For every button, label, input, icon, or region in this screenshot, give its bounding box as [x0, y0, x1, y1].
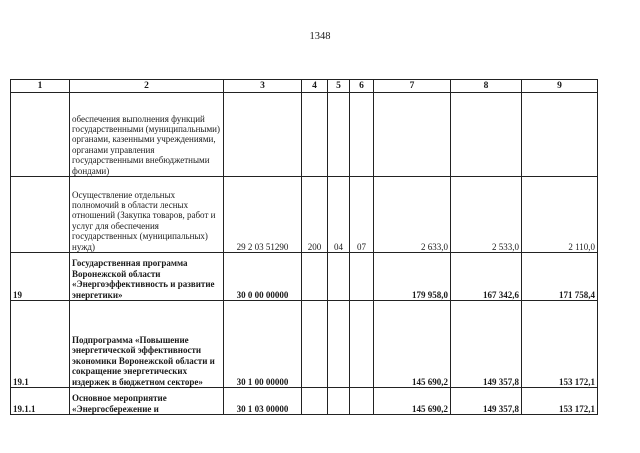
subsection-code: 07	[350, 177, 374, 253]
table-row	[11, 177, 598, 253]
target-article-code: 30 0 00 00000	[224, 253, 302, 301]
row-number: 19.1	[11, 301, 70, 388]
subsection-code	[350, 388, 374, 415]
column-header: 7	[374, 80, 451, 93]
amount-col7	[374, 93, 451, 177]
column-header: 9	[522, 80, 598, 93]
section-code	[328, 253, 350, 301]
amount-col8	[451, 93, 522, 177]
subsection-code	[350, 253, 374, 301]
expense-type-code	[302, 301, 328, 388]
column-header: 3	[224, 80, 302, 93]
header-row	[11, 80, 598, 93]
target-article-code: 30 1 03 00000	[224, 388, 302, 415]
column-header: 6	[350, 80, 374, 93]
amount-col9	[522, 93, 598, 177]
amount-col9: 153 172,1	[522, 301, 598, 388]
expense-type-code	[302, 388, 328, 415]
section-code	[328, 388, 350, 415]
page-number: 1348	[309, 31, 331, 42]
section-code: 04	[328, 177, 350, 253]
subsection-code	[350, 93, 374, 177]
row-name: Основное мероприятие «Энергосбережение и	[70, 388, 224, 415]
target-article-code: 30 1 00 00000	[224, 301, 302, 388]
table-row	[11, 388, 598, 415]
column-header: 2	[70, 80, 224, 93]
amount-col8: 167 342,6	[451, 253, 522, 301]
amount-col9: 2 110,0	[522, 177, 598, 253]
table-row	[11, 253, 598, 301]
amount-col9: 153 172,1	[522, 388, 598, 415]
row-number: 19	[11, 253, 70, 301]
column-header: 8	[451, 80, 522, 93]
subsection-code	[350, 301, 374, 388]
table-row	[11, 301, 598, 388]
amount-col7: 145 690,2	[374, 388, 451, 415]
amount-col7: 179 958,0	[374, 253, 451, 301]
row-name: Осуществление отдельных полномочий в области лесных отношений (Закупка товаров, работ и услуг для обеспечения государственных (муниципальных) нужд)	[70, 177, 224, 253]
expense-type-code	[302, 253, 328, 301]
target-article-code	[224, 93, 302, 177]
expense-type-code	[302, 93, 328, 177]
amount-col7: 145 690,2	[374, 301, 451, 388]
row-number: 19.1.1	[11, 388, 70, 415]
section-code	[328, 301, 350, 388]
row-number	[11, 93, 70, 177]
target-article-code: 29 2 03 51290	[224, 177, 302, 253]
table-row	[11, 93, 598, 177]
amount-col8: 149 357,8	[451, 388, 522, 415]
amount-col8: 149 357,8	[451, 301, 522, 388]
row-name: Подпрограмма «Повышение энергетической эффективности экономики Воронежской области и сокращение энергетических издержек в бюджетном секторе»	[70, 301, 224, 388]
row-number	[11, 177, 70, 253]
amount-col9: 171 758,4	[522, 253, 598, 301]
row-name: Государственная программа Воронежской области «Энергоэффективность и развитие энергетики»	[70, 253, 224, 301]
row-name: обеспечения выполнения функций государственными (муниципальными) органами, казенными учреждениями, органами управления государственными внебюджетными фондами)	[70, 93, 224, 177]
column-header: 4	[302, 80, 328, 93]
amount-col8: 2 533,0	[451, 177, 522, 253]
expense-type-code: 200	[302, 177, 328, 253]
section-code	[328, 93, 350, 177]
column-header: 5	[328, 80, 350, 93]
column-header: 1	[11, 80, 70, 93]
budget-table	[10, 79, 598, 415]
amount-col7: 2 633,0	[374, 177, 451, 253]
